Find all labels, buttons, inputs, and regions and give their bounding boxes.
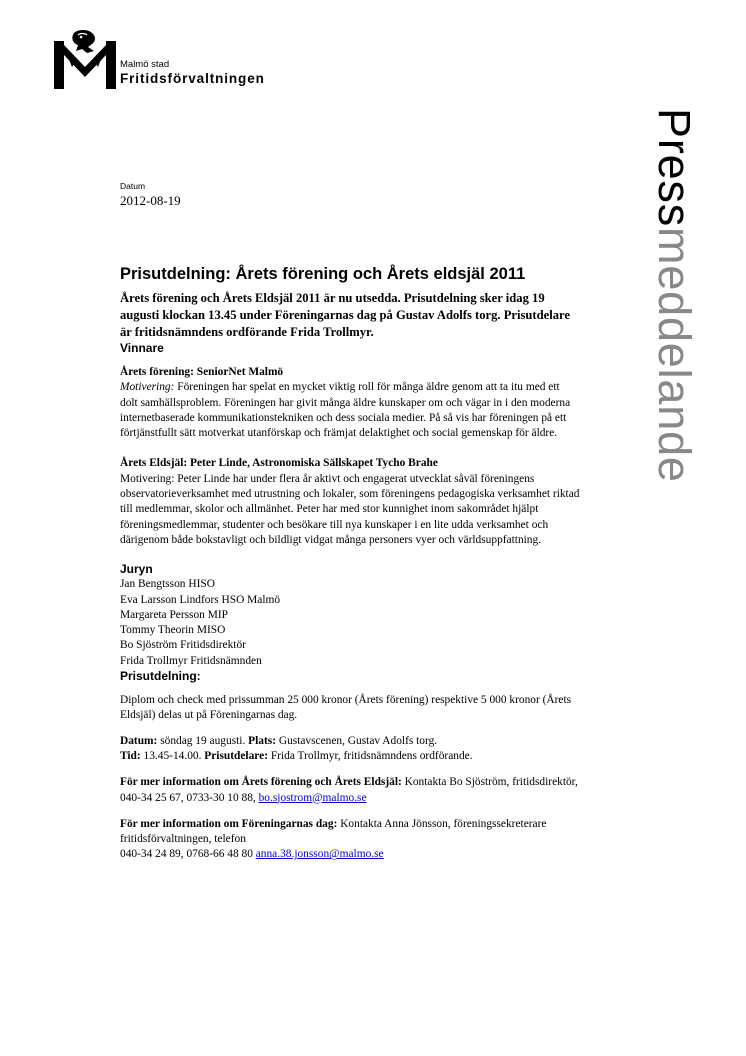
- article-title: Prisutdelning: Årets förening och Årets eldsjäl 2011: [120, 265, 526, 283]
- jury-member: Jan Bengtsson HISO: [120, 578, 215, 591]
- ceremony-date-place: [120, 734, 580, 749]
- contact-associations-label: För mer information om Föreningarnas dag:: [120, 817, 338, 830]
- contact-associations-text: Kontakta Anna Jönsson, föreningssekreterare fritidsförvaltningen, telefon: [120, 817, 547, 846]
- jury-section: [120, 562, 580, 669]
- award-association: [120, 365, 580, 441]
- side-title-part2: meddelande: [649, 227, 700, 483]
- contact-associations-day: [120, 817, 580, 863]
- jury-member: Margareta Persson MIP: [120, 608, 228, 621]
- malmo-griffin-crest-icon: [54, 27, 116, 89]
- date-value-inline: söndag 19 augusti.: [157, 734, 249, 747]
- org-city: Malmö stad: [120, 59, 170, 70]
- article-lead: Årets förening och Årets Eldsjäl 2011 är nu utsedda. Prisutdelning sker idag 19 augusti klockan 13.45 under Föreningarnas dag på Gustav Adolfs torg. Prisutdelare är fritidsnämndens ordförande Frida Trollmyr.: [120, 291, 570, 339]
- jury-member: Frida Trollmyr Fritidsnämnden: [120, 654, 262, 667]
- award-enthusiast-title: Årets Eldsjäl: Peter Linde, Astronomiska Sällskapet Tycho Brahe: [120, 457, 438, 470]
- ceremony-heading: Prisutdelning:: [120, 669, 201, 684]
- contact-awards-label: För mer information om Årets förening och Årets Eldsjäl:: [120, 776, 402, 789]
- logo-emblem: [54, 27, 116, 89]
- jury-heading: Juryn: [120, 562, 153, 577]
- award-association-motivation: [120, 380, 580, 441]
- place-value: Gustavscenen, Gustav Adolfs torg.: [276, 734, 438, 747]
- time-value: 13.45-14.00.: [140, 749, 205, 762]
- award-association-title: Årets förening: SeniorNet Malmö: [120, 366, 284, 378]
- winners-heading: Vinnare: [120, 341, 164, 355]
- article-body: [120, 262, 580, 863]
- ceremony-text: Diplom och check med prissumman 25 000 kronor (Årets förening) respektive 5 000 kronor (Årets Eldsjäl) delas ut på Föreningarnas dag.: [120, 694, 572, 722]
- jury-member: Bo Sjöström Fritidsdirektör: [120, 639, 246, 652]
- contact-associations-phones: 040-34 24 89, 0768-66 48 80: [120, 848, 256, 861]
- date-value: 2012-08-19: [120, 193, 181, 208]
- ceremony-details: [120, 734, 580, 765]
- presenter-label: Prisutdelare:: [204, 749, 268, 762]
- presenter-value: Frida Trollmyr, fritidsnämndens ordförande.: [268, 749, 473, 762]
- motivation-text: Föreningen har spelat en mycket viktig roll för många äldre genom att ta itu med ett dolt samhällsproblem. Föreningen har givit många äldre kunskaper om och vägar in i den moderna internetbaserade kommunikationstekniken och dess sociala medier. På så vis har föreningen på ett förtjänstfullt sätt motverkat utanförskap och främjat delaktighet och social gemenskap för äldre.: [120, 381, 571, 440]
- time-label: Tid:: [120, 749, 141, 762]
- contact-awards-text: Kontakta Bo Sjöström, fritidsdirektör, 040-34 25 67, 0733-30 10 88,: [120, 776, 578, 804]
- jury-member: Tommy Theorin MISO: [120, 624, 226, 637]
- date-label: Datum: [120, 181, 146, 191]
- motivation-label: Motivering:: [120, 381, 175, 394]
- contact-associations-email-link[interactable]: anna.38.jonsson@malmo.se: [255, 848, 384, 861]
- ceremony-time-presenter: [120, 749, 580, 764]
- award-enthusiast: [120, 456, 580, 548]
- org-department: Fritidsförvaltningen: [120, 71, 265, 86]
- date-label-inline: Datum:: [120, 734, 158, 747]
- award-enthusiast-motivation: Motivering: Peter Linde har under flera år aktivt och engagerat utvecklat såväl föreningens observatorieverksamhet med utrustning och lokaler, som föreningens pedagogiska verksamhet riktad till medlemmar, skolor och allmänhet. Peter har med stor kunnighet inom sakområdet hjälpt föreningsmedlemmar, studenter och besökare till nya kunskaper i en lite udda verksamhet och därigenom både bokstavligt och bildligt vidgat många personers vyer och världsuppfattning.: [120, 472, 580, 546]
- jury-member: Eva Larsson Lindfors HSO Malmö: [120, 593, 281, 606]
- contact-awards: [120, 775, 580, 806]
- place-label: Plats:: [248, 734, 276, 747]
- contact-associations-line1: [120, 817, 580, 848]
- contact-associations-line2: [120, 847, 580, 862]
- contact-awards-email-link[interactable]: bo.sjostrom@malmo.se: [258, 791, 367, 804]
- side-title-part1: Press: [649, 108, 700, 228]
- press-release-vertical-title: [646, 108, 702, 483]
